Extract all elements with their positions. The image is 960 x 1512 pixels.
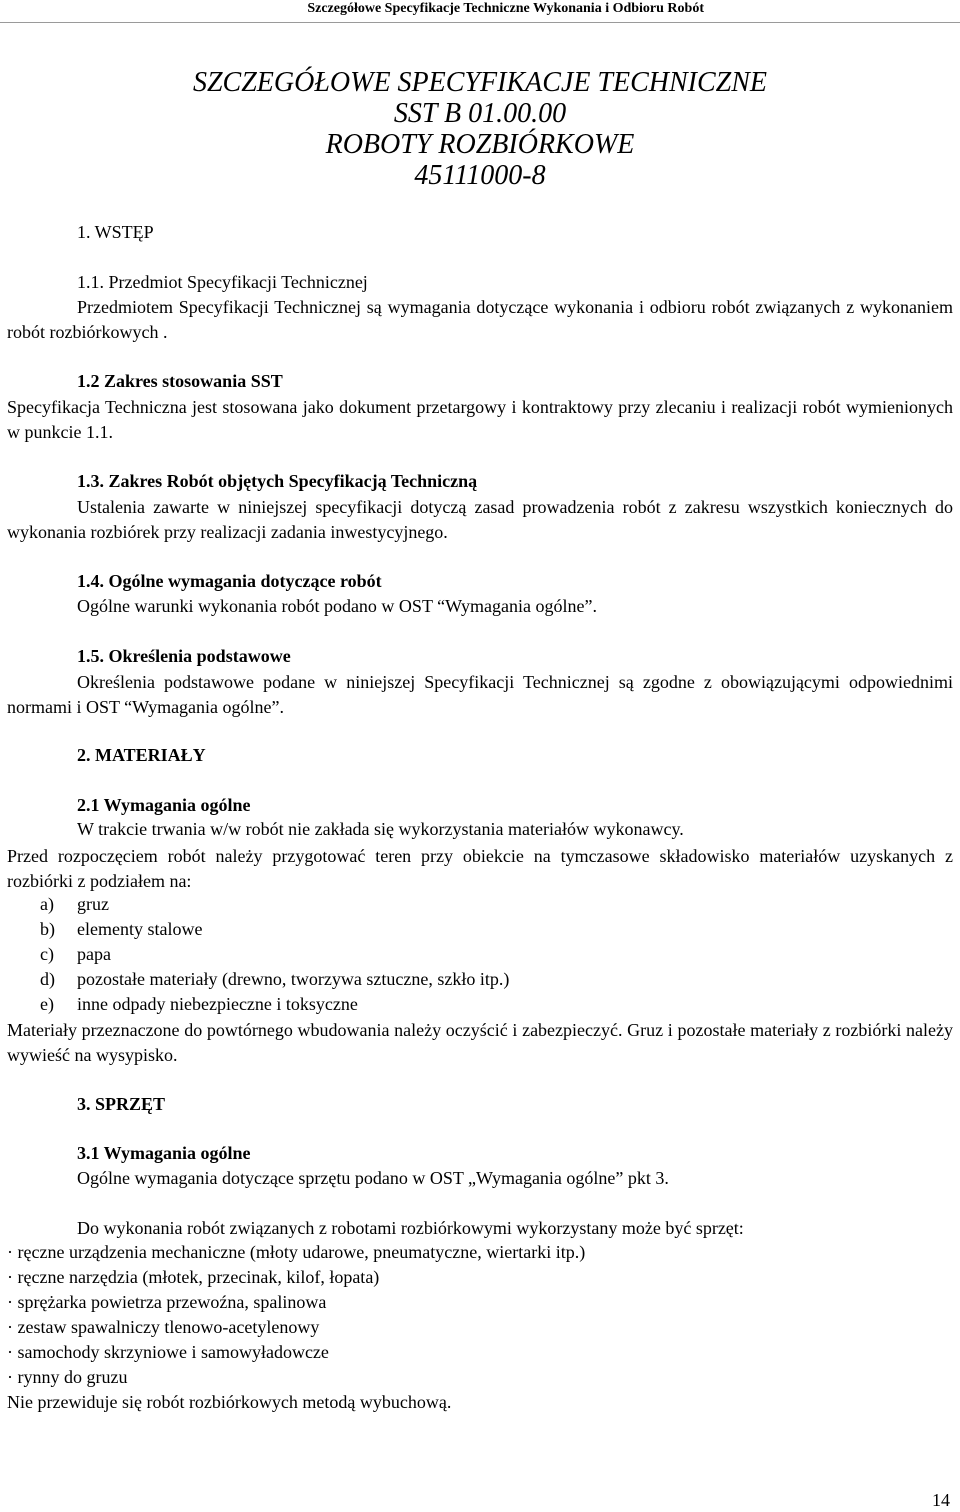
list-item: papa [77, 944, 111, 964]
section-2-1-paragraph: Przed rozpoczęciem robót należy przygotować teren przy obiekcie na tymczasowe składowisko materiałów uzyskanych z rozbiórki z podziałem na: [7, 846, 953, 891]
list-item: pozostałe materiały (drewno, tworzywa sztuczne, szkło itp.) [77, 969, 510, 989]
title-line-4: 45111000-8 [414, 160, 546, 191]
list-item-marker: b) [40, 919, 55, 939]
section-1-heading: 1. WSTĘP [77, 222, 154, 242]
section-1-1-body: Przedmiotem Specyfikacji Technicznej są wymagania dotyczące wykonania i odbioru robót związanych z wykonaniem robót rozbiórkowych . [7, 297, 953, 342]
section-3-heading: 3. SPRZĘT [77, 1094, 166, 1114]
section-1-1-heading: 1.1. Przedmiot Specyfikacji Technicznej [77, 272, 368, 292]
running-header-text: Szczegółowe Specyfikacje Techniczne Wykonania i Odbioru Robót [307, 1, 704, 16]
list-item-marker: d) [40, 969, 55, 989]
section-1-4-body: Ogólne warunki wykonania robót podano w OST “Wymagania ogólne”. [77, 596, 597, 616]
section-2-1-heading: 2.1 Wymagania ogólne [77, 795, 251, 815]
list-item: · ręczne narzędzia (młotek, przecinak, kilof, łopata) [7, 1267, 380, 1287]
list-item: · rynny do gruzu [7, 1367, 128, 1387]
section-1-5-body: Określenia podstawowe podane w niniejszej Specyfikacji Technicznej są zgodne z obowiązującymi odpowiednimi normami i OST “Wymagania ogólne”. [7, 672, 953, 717]
document-title [0, 67, 960, 191]
section-3-1-intro: Do wykonania robót związanych z robotami rozbiórkowymi wykorzystany może być sprzęt: [77, 1218, 744, 1238]
section-1-3-heading: 1.3. Zakres Robót objętych Specyfikacją Techniczną [77, 471, 478, 491]
title-line-2: SST B 01.00.00 [393, 98, 567, 129]
list-item-marker: a) [40, 894, 54, 914]
page-number: 14 [932, 1490, 950, 1510]
list-item: inne odpady niebezpieczne i toksyczne [77, 994, 358, 1014]
section-1-2-heading: 1.2 Zakres stosowania SST [77, 371, 283, 391]
section-3-1-closing: Nie przewiduje się robót rozbiórkowych metodą wybuchową. [7, 1392, 452, 1412]
list-item: · zestaw spawalniczy tlenowo-acetylenowy [7, 1317, 320, 1337]
list-item: · ręczne urządzenia mechaniczne (młoty udarowe, pneumatyczne, wiertarki itp.) [7, 1242, 586, 1262]
list-item: gruz [77, 894, 109, 914]
section-3-1-heading: 3.1 Wymagania ogólne [77, 1143, 251, 1163]
section-3-1-line: Ogólne wymagania dotyczące sprzętu podano w OST „Wymagania ogólne” pkt 3. [77, 1168, 669, 1188]
section-1-4-heading: 1.4. Ogólne wymagania dotyczące robót [77, 571, 382, 591]
section-1-5-heading: 1.5. Określenia podstawowe [77, 646, 291, 666]
running-header [0, 0, 960, 23]
title-line-1: SZCZEGÓŁOWE SPECYFIKACJE TECHNICZNE [192, 67, 768, 98]
section-1-2-body: Specyfikacja Techniczna jest stosowana jako dokument przetargowy i kontraktowy przy zlecaniu i realizacji robót wymienionych w punkcie 1.1. [7, 397, 953, 442]
section-2-heading: 2. MATERIAŁY [77, 745, 206, 765]
section-2-1-line: W trakcie trwania w/w robót nie zakłada się wykorzystania materiałów wykonawcy. [77, 819, 684, 839]
list-item: · sprężarka powietrza przewoźna, spalinowa [7, 1292, 327, 1312]
section-1-3-body: Ustalenia zawarte w niniejszej specyfikacji dotyczą zasad prowadzenia robót z zakresu wszystkich koniecznych do wykonania rozbiórek przy realizacji zadania inwestycyjnego. [7, 497, 953, 542]
list-item-marker: c) [40, 944, 54, 964]
section-2-1-closing: Materiały przeznaczone do powtórnego wbudowania należy oczyścić i zabezpieczyć. Gruz i pozostałe materiały z rozbiórki należy wywieść na wysypisko. [7, 1020, 953, 1065]
list-item: elementy stalowe [77, 919, 203, 939]
title-line-3: ROBOTY ROZBIÓRKOWE [325, 129, 635, 160]
list-item-marker: e) [40, 994, 54, 1014]
list-item: · samochody skrzyniowe i samowyładowcze [7, 1342, 329, 1362]
